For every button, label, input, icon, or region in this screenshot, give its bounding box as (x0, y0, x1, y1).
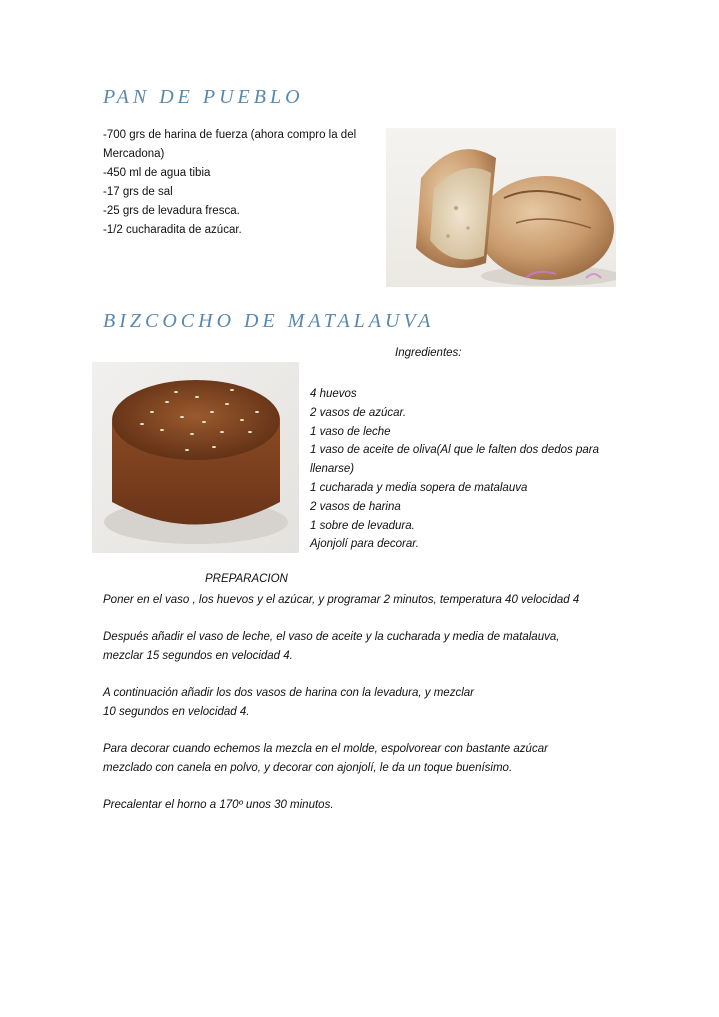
ingredient-line: -25 grs de levadura fresca. (103, 205, 240, 217)
ingredient-line: 1 sobre de levadura. (310, 519, 415, 532)
ingredient-line: -17 grs de sal (103, 186, 173, 198)
recipe-title-pan: PAN DE PUEBLO (103, 86, 304, 108)
ingredient-line: 1 vaso de leche (310, 425, 391, 438)
step-line: mezclado con canela en polvo, y decorar con ajonjolí, le da un toque buenísimo. (103, 762, 513, 774)
step-line: 10 segundos en velocidad 4. (103, 706, 250, 718)
ingredient-line: -450 ml de agua tibia (103, 167, 211, 179)
ingredient-line: 2 vasos de harina (310, 500, 401, 513)
ingredients-list-pan (103, 126, 383, 240)
ingredient-line: -1/2 cucharadita de azúcar. (103, 224, 242, 236)
ingredient-line: Ajonjolí para decorar. (310, 538, 419, 551)
step-line: mezclar 15 segundos en velocidad 4. (103, 650, 293, 662)
ingredient-line: 1 cucharada y media sopera de matalauva (310, 481, 528, 494)
preparation-steps (103, 591, 623, 833)
step-line: Después añadir el vaso de leche, el vaso de aceite y la cucharada y media de matalauva, (103, 631, 560, 643)
step-line: Poner en el vaso , los huevos y el azúcar, y programar 2 minutos, temperatura 40 velocidad 4 (103, 594, 580, 606)
preparation-step (103, 796, 623, 815)
preparation-step (103, 684, 623, 722)
recipe-title-bizcocho: BIZCOCHO DE MATALAUVA (103, 310, 435, 332)
ingredient-line: 2 vasos de azúcar. (310, 406, 407, 419)
preparation-step (103, 628, 623, 666)
ingredient-line: Mercadona) (103, 148, 165, 160)
ingredient-line: 4 huevos (310, 388, 357, 400)
preparation-step (103, 740, 623, 778)
step-line: A continuación añadir los dos vasos de harina con la levadura, y mezclar (103, 687, 474, 699)
preparation-label: PREPARACION (205, 573, 288, 585)
ingredient-line: -700 grs de harina de fuerza (ahora compro la del (103, 129, 357, 141)
ingredients-list-bizcocho (310, 385, 630, 554)
preparation-step (103, 591, 623, 610)
ingredient-line: 1 vaso de aceite de oliva(Al que le falten dos dedos para (310, 444, 599, 457)
ingredients-label: Ingredientes: (395, 347, 462, 359)
cake-photo (92, 362, 299, 553)
step-line: Precalentar el horno a 170º unos 30 minutos. (103, 799, 334, 811)
ingredient-line: llenarse) (310, 463, 355, 476)
bread-photo (386, 128, 616, 287)
step-line: Para decorar cuando echemos la mezcla en el molde, espolvorear con bastante azúcar (103, 743, 548, 755)
